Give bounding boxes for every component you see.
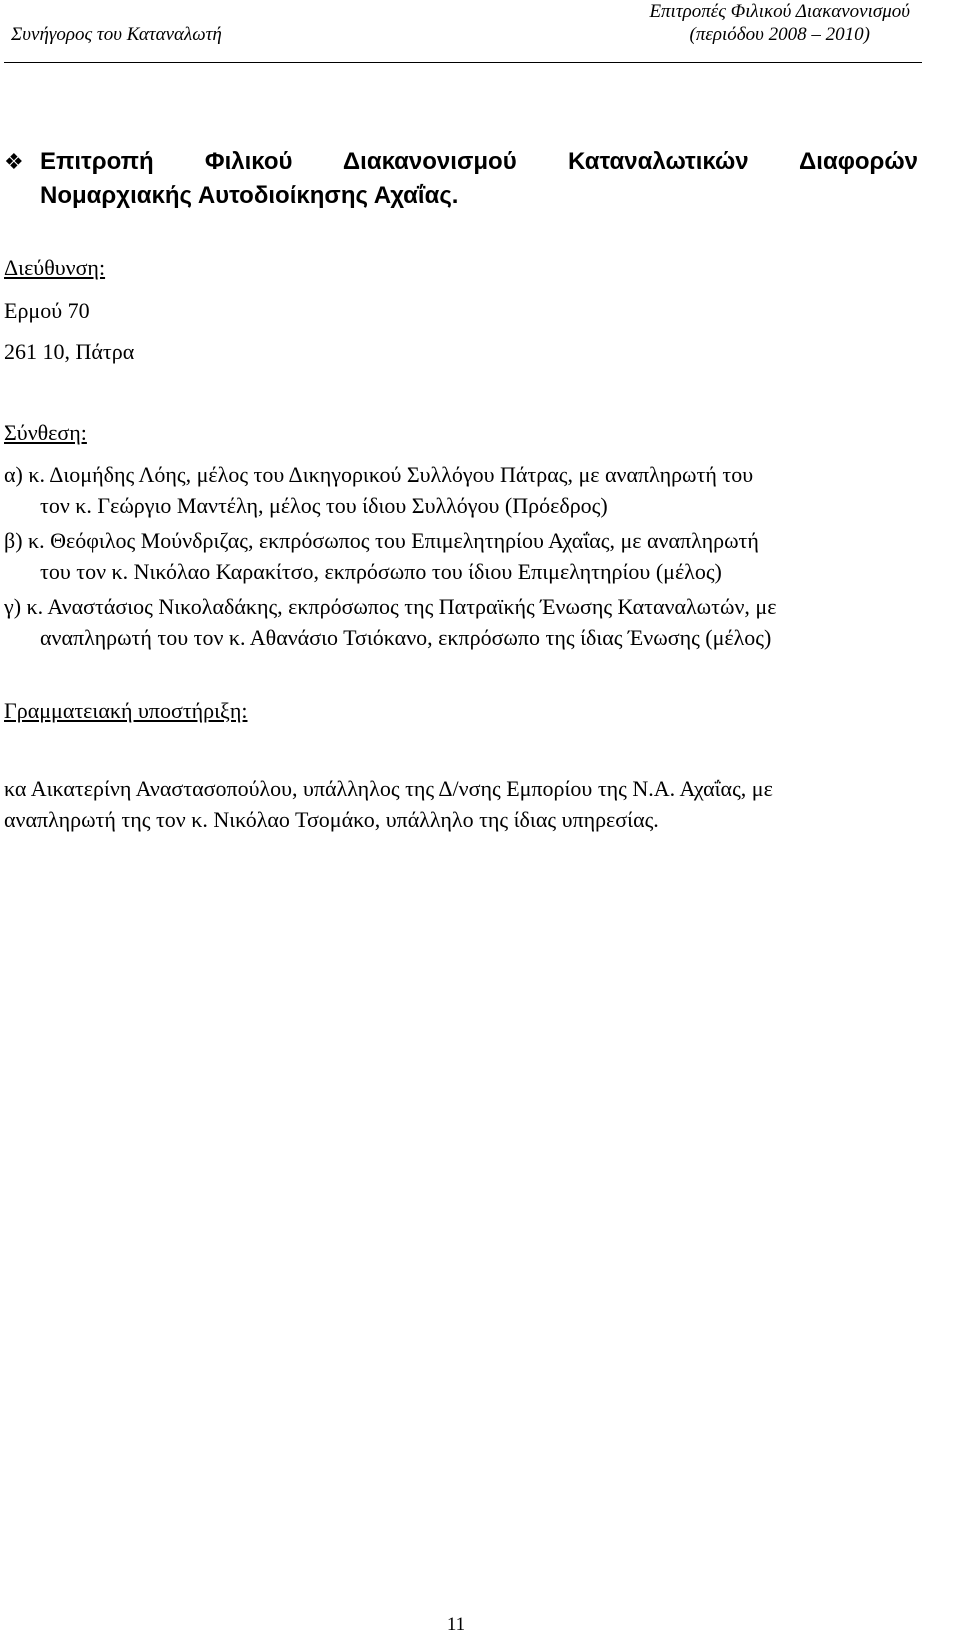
member-b-line-2: του τον κ. Νικόλαο Καρακίτσο, εκπρόσωπο του ίδιου Επιμελητηρίου (μέλος) bbox=[40, 559, 722, 584]
member-a bbox=[4, 459, 914, 521]
member-a-line-1: α) κ. Διομήδης Λόης, μέλος του Δικηγορικού Συλλόγου Πάτρας, με αναπληρωτή του bbox=[4, 462, 754, 487]
secretarial-support-text bbox=[4, 773, 920, 835]
diamond-bullet-icon: ❖ bbox=[4, 149, 24, 174]
header-document-title bbox=[649, 0, 910, 46]
secretarial-support-label: Γραμματειακή υποστήριξη: bbox=[4, 698, 248, 723]
heading-line-1: Επιτροπή Φιλικού Διακανονισμού Καταναλωτικών Διαφορών bbox=[40, 148, 918, 175]
composition-label: Σύνθεση: bbox=[4, 420, 87, 445]
member-a-line-2: τον κ. Γεώργιο Μαντέλη, μέλος του ίδιου Συλλόγου (Πρόεδρος) bbox=[40, 493, 608, 518]
header-period-line: (περιόδου 2008 – 2010) bbox=[689, 24, 870, 45]
page-number: 11 bbox=[446, 1614, 466, 1635]
address-street: Ερμού 70 bbox=[4, 298, 90, 323]
member-b-line-1: β) κ. Θεόφιλος Μούνδριζας, εκπρόσωπος του Επιμελητηρίου Αχαΐας, με αναπληρωτή bbox=[4, 528, 759, 553]
secretarial-line-1: κα Αικατερίνη Αναστασοπούλου, υπάλληλος της Δ/νσης Εμπορίου της Ν.Α. Αχαΐας, με bbox=[4, 776, 773, 801]
section-heading bbox=[4, 145, 918, 213]
header-organization: Συνήγορος του Καταναλωτή bbox=[11, 24, 222, 45]
member-c bbox=[4, 591, 914, 653]
header-title-line: Επιτροπές Φιλικού Διακανονισμού bbox=[649, 1, 910, 22]
member-c-line-2: αναπληρωτή του τον κ. Αθανάσιο Τσιόκανο, εκπρόσωπο της ίδιας Ένωσης (μέλος) bbox=[40, 625, 772, 650]
secretarial-line-2: αναπληρωτή της τον κ. Νικόλαο Τσομάκο, υπάλληλο της ίδιας υπηρεσίας. bbox=[4, 807, 659, 832]
member-c-line-1: γ) κ. Αναστάσιος Νικολαδάκης, εκπρόσωπος της Πατραϊκής Ένωσης Καταναλωτών, με bbox=[4, 594, 777, 619]
address-city: 261 10, Πάτρα bbox=[4, 339, 135, 364]
page-header bbox=[4, 0, 922, 63]
heading-line-2: Νομαρχιακής Αυτοδιοίκησης Αχαΐας. bbox=[40, 182, 459, 209]
member-b bbox=[4, 525, 914, 587]
address-label: Διεύθυνση: bbox=[4, 255, 106, 280]
